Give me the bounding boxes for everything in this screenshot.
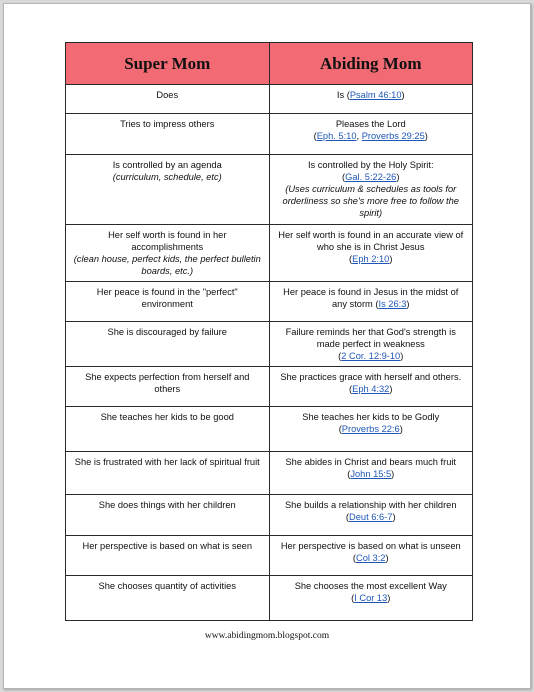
super-mom-cell bbox=[66, 576, 270, 621]
cell-text: , bbox=[356, 131, 362, 141]
abiding-mom-cell bbox=[269, 452, 473, 495]
super-mom-cell bbox=[66, 114, 270, 155]
table-row bbox=[66, 367, 473, 407]
cell-text: ) bbox=[400, 351, 404, 361]
header-row bbox=[66, 43, 473, 85]
scripture-link[interactable]: Proverbs 29:25 bbox=[361, 131, 425, 141]
cell-text: ( bbox=[351, 593, 355, 603]
cell-text: ( bbox=[342, 172, 346, 182]
cell-text: She is frustrated with her lack of spiritual fruit bbox=[74, 457, 260, 467]
cell-text: ) bbox=[406, 299, 410, 309]
cell-text: Is controlled by an agenda bbox=[112, 160, 222, 170]
table-row bbox=[66, 495, 473, 536]
scripture-link[interactable]: Gal. 5:22-26 bbox=[345, 172, 397, 182]
super-mom-cell bbox=[66, 155, 270, 225]
cell-text: Pleases the Lord bbox=[335, 119, 406, 129]
table-row bbox=[66, 282, 473, 322]
table-row bbox=[66, 225, 473, 282]
super-mom-cell bbox=[66, 85, 270, 114]
abiding-mom-cell bbox=[269, 407, 473, 452]
cell-text: Her perspective is based on what is unseen ( bbox=[280, 541, 461, 563]
super-mom-cell bbox=[66, 322, 270, 367]
super-mom-cell bbox=[66, 367, 270, 407]
super-mom-cell bbox=[66, 452, 270, 495]
cell-text: ) bbox=[396, 172, 400, 182]
table-body bbox=[66, 85, 473, 621]
cell-text: ( bbox=[338, 351, 342, 361]
cell-text: ) bbox=[399, 424, 403, 434]
cell-text: Her self worth is found in her accomplishments bbox=[108, 230, 227, 252]
abiding-mom-cell bbox=[269, 155, 473, 225]
cell-text: She chooses the most excellent Way bbox=[294, 581, 447, 591]
cell-text: ( bbox=[349, 384, 353, 394]
cell-text: Her self worth is found in an accurate view of who she is in Christ Jesus bbox=[278, 230, 464, 252]
table-row bbox=[66, 407, 473, 452]
cell-text: ( bbox=[349, 254, 353, 264]
cell-note: (curriculum, schedule, etc) bbox=[112, 172, 222, 182]
cell-note: (Uses curriculum & schedules as tools for orderliness so she's more free to follow the spirit) bbox=[282, 184, 459, 218]
cell-text: Failure reminds her that God's strength is made perfect in weakness bbox=[285, 327, 456, 349]
scripture-link[interactable]: Col 3:2 bbox=[356, 553, 386, 563]
table-row bbox=[66, 155, 473, 225]
cell-text: Her peace is found in the "perfect" environment bbox=[96, 287, 238, 309]
abiding-mom-cell bbox=[269, 282, 473, 322]
cell-text: ) bbox=[387, 593, 391, 603]
cell-text: Tries to impress others bbox=[120, 119, 215, 129]
cell-note: (clean house, perfect kids, the perfect bulletin boards, etc.) bbox=[73, 254, 261, 276]
scripture-link[interactable]: Eph. 5:10 bbox=[316, 131, 357, 141]
abiding-mom-header: Abiding Mom bbox=[269, 43, 473, 85]
scripture-link[interactable]: Psalm 46:10 bbox=[349, 90, 402, 100]
cell-text: She builds a relationship with her children ( bbox=[284, 500, 457, 522]
cell-text: ) bbox=[401, 90, 405, 100]
scripture-link[interactable]: 2 Cor. 12:9-10 bbox=[341, 351, 401, 361]
cell-text: Does bbox=[156, 90, 179, 100]
cell-text: ) bbox=[389, 254, 393, 264]
cell-text: She practices grace with herself and others. bbox=[280, 372, 462, 382]
abiding-mom-cell bbox=[269, 85, 473, 114]
cell-text: ( bbox=[313, 131, 317, 141]
scripture-link[interactable]: I Cor 13 bbox=[354, 593, 388, 603]
super-mom-cell bbox=[66, 495, 270, 536]
abiding-mom-cell bbox=[269, 322, 473, 367]
scripture-link[interactable]: Deut 6:6-7 bbox=[349, 512, 393, 522]
table-row bbox=[66, 322, 473, 367]
cell-text: Is ( bbox=[336, 90, 350, 100]
scripture-link[interactable]: Eph 4:32 bbox=[352, 384, 390, 394]
cell-text: ) bbox=[392, 512, 396, 522]
scripture-link[interactable]: John 15:5 bbox=[350, 469, 392, 479]
scripture-link[interactable]: Eph 2:10 bbox=[352, 254, 390, 264]
super-mom-header: Super Mom bbox=[66, 43, 270, 85]
abiding-mom-cell bbox=[269, 114, 473, 155]
cell-text: She chooses quantity of activities bbox=[98, 581, 236, 591]
abiding-mom-cell bbox=[269, 536, 473, 576]
cell-text: She does things with her children bbox=[98, 500, 236, 510]
scripture-link[interactable]: Is 26:3 bbox=[378, 299, 407, 309]
super-mom-cell bbox=[66, 225, 270, 282]
cell-text: ) bbox=[391, 469, 395, 479]
table-row bbox=[66, 114, 473, 155]
abiding-mom-cell bbox=[269, 495, 473, 536]
cell-text: She is discouraged by failure bbox=[107, 327, 227, 337]
cell-text: ) bbox=[424, 131, 428, 141]
footer-url: www.abidingmom.blogspot.com bbox=[204, 631, 330, 641]
cell-text: ( bbox=[338, 424, 342, 434]
cell-text: ) bbox=[389, 384, 393, 394]
abiding-mom-cell bbox=[269, 225, 473, 282]
cell-text: Her perspective is based on what is seen bbox=[82, 541, 252, 551]
cell-text: Is controlled by the Holy Spirit: bbox=[307, 160, 434, 170]
abiding-mom-cell bbox=[269, 576, 473, 621]
super-mom-cell bbox=[66, 282, 270, 322]
document-page bbox=[3, 3, 531, 689]
cell-text: She teaches her kids to be Godly bbox=[302, 412, 440, 422]
table-row bbox=[66, 452, 473, 495]
super-mom-cell bbox=[66, 536, 270, 576]
abiding-mom-cell bbox=[269, 367, 473, 407]
cell-text: She abides in Christ and bears much fruit ( bbox=[285, 457, 457, 479]
comparison-table bbox=[65, 42, 473, 621]
cell-text: ) bbox=[385, 553, 389, 563]
cell-text: Her peace is found in Jesus in the midst of any storm ( bbox=[283, 287, 459, 309]
super-mom-cell bbox=[66, 407, 270, 452]
table-row bbox=[66, 576, 473, 621]
table-row bbox=[66, 85, 473, 114]
cell-text: She teaches her kids to be good bbox=[100, 412, 234, 422]
scripture-link[interactable]: Proverbs 22:6 bbox=[341, 424, 400, 434]
cell-text: She expects perfection from herself and others bbox=[85, 372, 250, 394]
table-row bbox=[66, 536, 473, 576]
